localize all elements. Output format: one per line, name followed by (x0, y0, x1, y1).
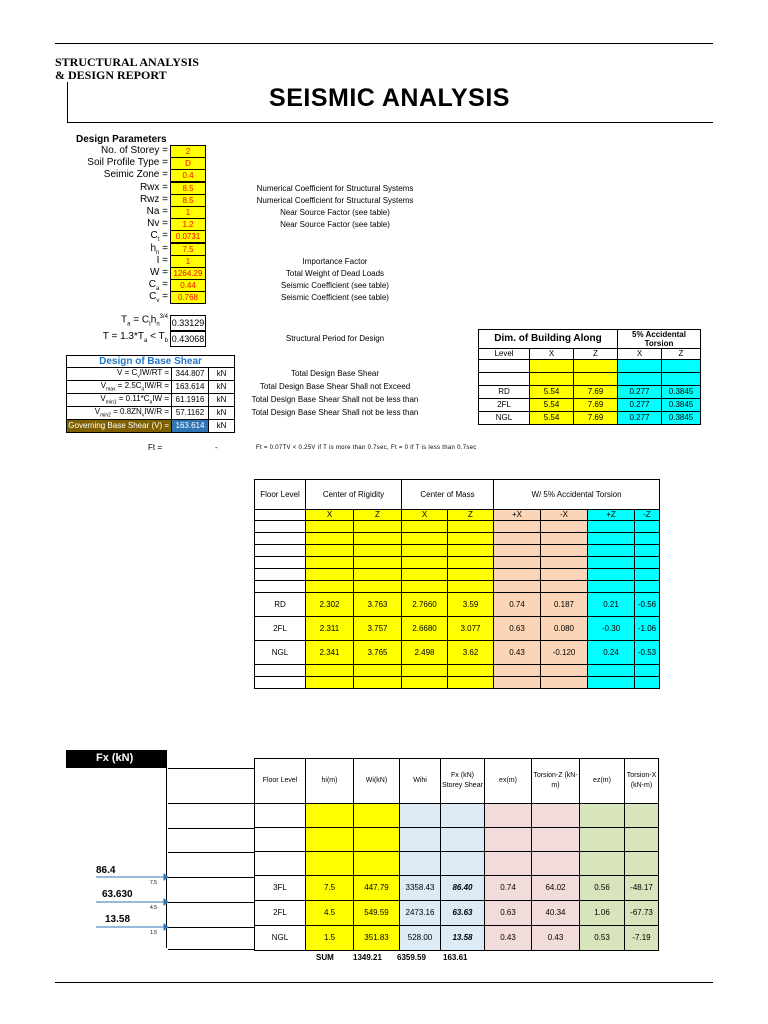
dim-title: Dim. of Building Along (479, 330, 618, 349)
param-value: 2 (170, 145, 206, 158)
dim-h-x: X (530, 349, 574, 360)
ct-cell: 2.498 (402, 641, 448, 665)
vmin1-value: 61.1916 (172, 394, 209, 407)
param-note: Total Weight of Dead Loads (285, 269, 385, 278)
st-header: Wi(kN) (354, 759, 400, 804)
st-header: Fx (kN) Storey Shear (441, 759, 485, 804)
st-header: ex(m) (485, 759, 532, 804)
fx-rung (168, 927, 254, 928)
dim-ax: 0.277 (618, 412, 662, 425)
st-cell: NGL (255, 926, 306, 951)
param-label: $C_t$ = (150, 230, 168, 244)
st-header: Floor Level (255, 759, 306, 804)
vbs-unit: kN (209, 368, 235, 381)
ct-cell: 3.763 (354, 593, 402, 617)
st-cell: 0.56 (580, 876, 625, 901)
ct-cell: 2.311 (306, 617, 354, 641)
param-note: Seismic Coefficient (see table) (281, 281, 389, 291)
vmin1-unit: kN (209, 394, 235, 407)
dim-z: 7.69 (574, 412, 618, 425)
param-value: 8.5 (170, 194, 206, 207)
ct-cell: 0.74 (494, 593, 541, 617)
ct-cell: NGL (255, 641, 306, 665)
governing-label: Governing Base Shear (V) = (67, 420, 172, 433)
report-header (55, 56, 199, 82)
param-label: $h_n$ = (150, 242, 168, 256)
param-value: 0.768 (170, 291, 206, 304)
storey-table (254, 758, 659, 951)
params-heading: Design Parameters (76, 134, 167, 145)
fx-force-1: 86.4 (96, 865, 116, 876)
dim-level: RD (479, 386, 530, 399)
bottom-rule (55, 982, 713, 983)
fx-title: Fx (kN) (96, 752, 134, 764)
sum-wi: 1349.21 (353, 953, 382, 962)
param-label: $C_v$ = (149, 291, 168, 305)
st-cell: 64.02 (532, 876, 580, 901)
vbs-note: Total Design Base Shear (290, 369, 380, 378)
base-shear-heading: Design of Base Shear (67, 356, 235, 368)
ct-sub: Z (448, 510, 494, 521)
dim-table (478, 329, 701, 425)
st-cell: 1.06 (580, 901, 625, 926)
st-cell: 0.43 (532, 926, 580, 951)
dim-az: 0.3845 (662, 399, 701, 412)
ct-cell: 3.62 (448, 641, 494, 665)
ct-cell: -0.53 (635, 641, 660, 665)
ct-h-cm: Center of Mass (402, 480, 494, 510)
vmin2-value: 57.1162 (172, 407, 209, 420)
report-header-line2: & DESIGN REPORT (55, 68, 167, 82)
vmax-note: Total Design Base Shear Shall not Exceed (259, 382, 411, 391)
param-value: 0.44 (170, 279, 206, 292)
ct-cell: 0.187 (541, 593, 588, 617)
vmin2-label: $V_{min2} = 0.8ZN_vIW/R$ = (67, 407, 172, 420)
param-label: Rwx = (139, 181, 168, 193)
param-value: 1264.29 (170, 267, 206, 280)
st-cell: 86.40 (441, 876, 485, 901)
param-label: Rwz = (139, 193, 168, 205)
ct-cell: 3.757 (354, 617, 402, 641)
param-label: No. of Storey = (101, 145, 168, 156)
st-cell: 3358.43 (400, 876, 441, 901)
ct-h-acc: W/ 5% Accidental Torsion (494, 480, 660, 510)
table-row (479, 399, 701, 412)
ct-cell: 2FL (255, 617, 306, 641)
ct-cell: 3.077 (448, 617, 494, 641)
st-cell: 2473.16 (400, 901, 441, 926)
fx-ladder (168, 768, 255, 950)
param-value: 1 (170, 255, 206, 268)
param-value: 8.5 (170, 182, 206, 195)
page-title: SEISMIC ANALYSIS (269, 84, 510, 112)
st-cell: 351.83 (354, 926, 400, 951)
table-row (255, 901, 659, 926)
report-header-line1: STRUCTURAL ANALYSIS (55, 55, 199, 69)
st-cell: 0.53 (580, 926, 625, 951)
ct-cell: 2.7660 (402, 593, 448, 617)
ct-cell: 0.24 (588, 641, 635, 665)
vmax-label: $V_{max} = 2.5C_aIW/R$ = (67, 381, 172, 394)
param-value: D (170, 157, 206, 170)
ft-value: - (215, 443, 218, 452)
governing-unit: kN (209, 420, 235, 433)
t-note: Structural Period for Design (285, 334, 385, 343)
ct-sub: X (306, 510, 354, 521)
ct-h-cr: Center of Rigidity (306, 480, 402, 510)
param-note: Near Source Factor (see table) (280, 208, 390, 217)
st-cell: 4.5 (306, 901, 354, 926)
fx-rung (168, 877, 254, 878)
dim-h-level: Level (479, 349, 530, 360)
ct-cell: 2.302 (306, 593, 354, 617)
st-cell: 528.00 (400, 926, 441, 951)
table-row (479, 412, 701, 425)
param-note: Seismic Coefficient (see table) (281, 293, 389, 303)
ct-cell: 0.63 (494, 617, 541, 641)
st-header: Torsion-Z (kN-m) (532, 759, 580, 804)
ct-sub: +X (494, 510, 541, 521)
vmax-value: 163.614 (172, 381, 209, 394)
dim-az: 0.3845 (662, 386, 701, 399)
ft-note: Ft = 0.07TV < 0.25V if T is more than 0.7sec, Ft = 0 if T is less than 0.7sec (256, 445, 477, 451)
vmin2-unit: kN (209, 407, 235, 420)
vmin2-note: Total Design Base Shear Shall not be less than (251, 408, 419, 417)
dim-h-ax: X (618, 349, 662, 360)
st-cell: 63.63 (441, 901, 485, 926)
t-label: $T = 1.3*T_a < T_b$ (102, 331, 168, 344)
vbs-value: 344.807 (172, 368, 209, 381)
fx-force-3: 13.58 (105, 914, 131, 925)
table-row (255, 876, 659, 901)
st-cell: -67.73 (625, 901, 659, 926)
sum-label: SUM (316, 953, 334, 962)
ct-cell: -1.06 (635, 617, 660, 641)
st-cell: 3FL (255, 876, 306, 901)
st-header: hi(m) (306, 759, 354, 804)
dim-az: 0.3845 (662, 412, 701, 425)
dim-z: 7.69 (574, 386, 618, 399)
st-cell: 549.59 (354, 901, 400, 926)
ct-h-floor: Floor Level (255, 480, 306, 510)
ct-sub: -Z (635, 510, 660, 521)
param-note: Numerical Coefficient for Structural Systems (256, 195, 414, 205)
dim-h-az: Z (662, 349, 701, 360)
vmax-unit: kN (209, 381, 235, 394)
dim-h-z: Z (574, 349, 618, 360)
st-cell: 13.58 (441, 926, 485, 951)
param-label: I = (156, 254, 168, 266)
st-header: Wihi (400, 759, 441, 804)
dim-level: NGL (479, 412, 530, 425)
st-cell: -7.19 (625, 926, 659, 951)
vmin1-note: Total Design Base Shear Shall not be less than (251, 395, 419, 404)
ct-cell: 2.6680 (402, 617, 448, 641)
param-label: Soil Profile Type = (87, 157, 168, 169)
param-value: 7.5 (170, 243, 206, 256)
table-row (255, 617, 660, 641)
st-cell: 40.34 (532, 901, 580, 926)
ta-label: $T_a = C_th_n^{3/4}$ (121, 314, 168, 328)
st-cell: 0.43 (485, 926, 532, 951)
ct-sub: X (402, 510, 448, 521)
ct-sub: Z (354, 510, 402, 521)
param-value: 0.0731 (170, 230, 206, 243)
fx-force-2: 63.630 (102, 889, 133, 900)
fx-rung (168, 803, 254, 804)
st-header: Torsion-X (kN-m) (625, 759, 659, 804)
param-value: 0.4 (170, 169, 206, 182)
param-note: Numerical Coefficient for Structural Systems (256, 183, 414, 193)
param-note: Near Source Factor (see table) (280, 220, 390, 230)
ct-cell: 0.21 (588, 593, 635, 617)
table-row (255, 593, 660, 617)
fx-rung (168, 828, 254, 829)
st-cell: 0.63 (485, 901, 532, 926)
param-value: 1 (170, 206, 206, 219)
fx-height-1: 7.5 (150, 880, 157, 886)
dim-level: 2FL (479, 399, 530, 412)
param-label: W = (149, 267, 168, 278)
t-value: 0.43068 (170, 331, 206, 347)
ct-cell: RD (255, 593, 306, 617)
fx-rung (168, 852, 254, 853)
ct-cell: 0.43 (494, 641, 541, 665)
dim-x: 5.54 (530, 399, 574, 412)
dim-ax: 0.277 (618, 399, 662, 412)
governing-value: 163.614 (172, 420, 209, 433)
ft-label: Ft = (148, 443, 163, 452)
ct-cell: 0.080 (541, 617, 588, 641)
ct-sub: +Z (588, 510, 635, 521)
st-cell: 2FL (255, 901, 306, 926)
ta-value: 0.33129 (170, 315, 206, 331)
ct-cell: -0.56 (635, 593, 660, 617)
fx-height-3: 1.5 (150, 930, 157, 936)
dim-ax: 0.277 (618, 386, 662, 399)
ct-cell: 2.341 (306, 641, 354, 665)
table-row (255, 641, 660, 665)
sum-wihi: 6359.59 (397, 953, 426, 962)
table-row (479, 386, 701, 399)
st-cell: -48.17 (625, 876, 659, 901)
st-cell: 1.5 (306, 926, 354, 951)
st-cell: 7.5 (306, 876, 354, 901)
dim-x: 5.54 (530, 386, 574, 399)
table-row (255, 926, 659, 951)
vmin1-label: $V_{min1} = 0.11*C_aIW$ = (67, 394, 172, 407)
dim-z: 7.69 (574, 399, 618, 412)
ct-sub: -X (541, 510, 588, 521)
sum-fx: 163.61 (443, 953, 468, 962)
st-cell: 0.74 (485, 876, 532, 901)
ct-cell: -0.120 (541, 641, 588, 665)
param-note: Importance Factor (302, 256, 368, 266)
st-cell: 447.79 (354, 876, 400, 901)
st-header: ez(m) (580, 759, 625, 804)
vbs-label: $V = C_vIW/RT$ = (67, 368, 172, 381)
fx-height-2: 4.5 (150, 905, 157, 911)
param-label: $C_a$ = (148, 279, 168, 293)
top-rule (55, 43, 713, 44)
dim-acc-title: 5% Accidental Torsion (618, 330, 701, 349)
dim-x: 5.54 (530, 412, 574, 425)
param-label: Seimic Zone = (103, 169, 168, 181)
ct-cell: 3.59 (448, 593, 494, 617)
ct-cell: 3.765 (354, 641, 402, 665)
center-table (254, 479, 660, 689)
param-label: Nv = (147, 218, 168, 230)
param-value: 1.2 (170, 218, 206, 231)
base-shear-table (66, 355, 235, 433)
ct-cell: -0.30 (588, 617, 635, 641)
param-label: Na = (146, 206, 168, 217)
fx-rung (168, 902, 254, 903)
